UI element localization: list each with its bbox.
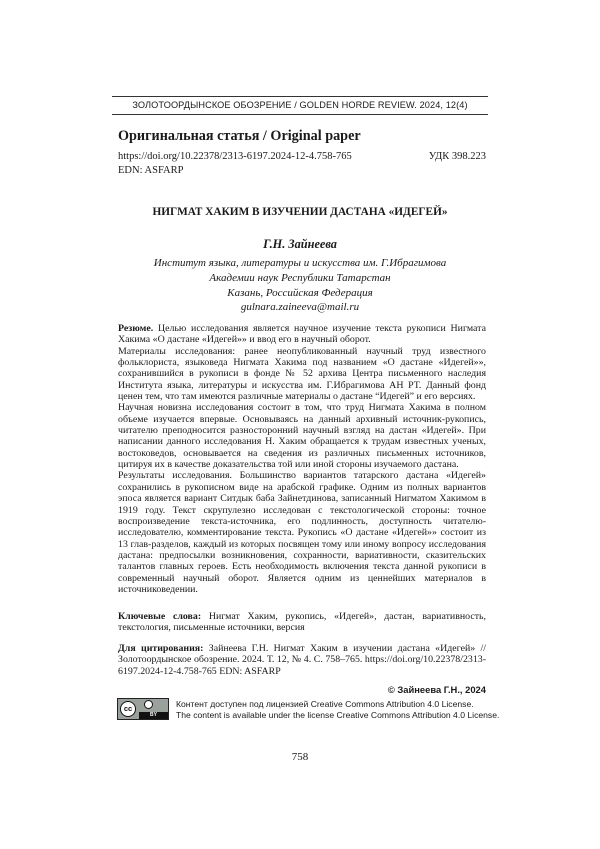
copyright: © Зайнеева Г.Н., 2024 (387, 684, 486, 695)
affiliation-city: Казань, Российская Федерация (227, 286, 373, 299)
udk-code: УДК 398.223 (428, 151, 486, 162)
doi-link[interactable]: https://doi.org/10.22378/2313-6197.2024-12-4.758-765 (118, 151, 352, 162)
author-email[interactable]: gulnara.zaineeva@mail.ru (240, 301, 360, 314)
attribution-person-icon (144, 700, 153, 709)
edn-code: EDN: ASFARP (118, 165, 184, 176)
license-line-ru: Контент доступен под лицензией Creative Commons Attribution 4.0 License. (176, 699, 474, 709)
abstract-paragraph: Материалы исследования: ранее неопубликованный научный труд известного фольклориста, языковеда Нигмата Хакима под названием «О дастане «Идегей»», сохранившийся в рукописи в фонде № 52 архива Центра письменного наследия Института языка, литературы и искусства им. Г.Ибрагимова АН РТ. Данный фонд ценен тем, что там имеются различные материалы о дастане “Идегей” и его версиях. (118, 345, 486, 403)
author-name: Г.Н. Зайнеева (263, 237, 337, 251)
license-line-en: The content is available under the license Creative Commons Attribution 4.0 License. (176, 710, 500, 720)
cc-by-license-icon[interactable] (117, 698, 169, 720)
keywords (118, 611, 486, 634)
keywords-label: Ключевые слова: (118, 611, 202, 622)
article-title: НИГМАТ ХАКИМ В ИЗУЧЕНИИ ДАСТАНА «ИДЕГЕЙ» (152, 206, 448, 218)
abstract (118, 323, 486, 595)
cc-icon: cc (120, 701, 136, 717)
license-text (176, 699, 499, 721)
journal-header: ЗОЛОТООРДЫНСКОЕ ОБОЗРЕНИЕ / GOLDEN HORDE REVIEW. 2024, 12(4) (112, 96, 488, 115)
abstract-paragraph: Научная новизна исследования состоит в том, что труд Нигмата Хакима в полном объеме изучается впервые. Основываясь на данный архивный источник-рукопись, читателю преподносится разносторонний научный взгляд на дастан «Идегей». При написании данного исследования Н. Хаким обращается к трудам известных ученых, востоковедов, основывается на сведения из различных письменных источников, цитируя их в качестве доказательства той или иной стороны изучаемого дастана. (118, 402, 486, 471)
keywords-text: Нигмат Хаким, рукопись, «Идегей», дастан, вариативность, текстология, письменные источники, версия (118, 611, 486, 634)
affiliation-academy: Академии наук Республики Татарстан (209, 271, 391, 284)
citation (118, 643, 486, 677)
section-label: Оригинальная статья / Original paper (118, 128, 361, 144)
doi-line (118, 151, 486, 162)
affiliation-institute: Институт языка, литературы и искусства им. Г.Ибрагимова (153, 257, 447, 269)
abstract-paragraph: Результаты исследования. Большинство вариантов татарского дастана «Идегей» сохранились в рукописном виде на арабской графике. Одним из полных вариантов эпоса является вариант Ситдык баба Зайнетдинова, записанный Нигматом Хакимом в 1919 году. Текст скрупулезно исследован с текстологической стороны: точное воспроизведение текста-источника, его подлинность, доступность читателю-исследователю, комментирование текста. Рукопись «О дастане «Идегей»» состоит из 13 глав-разделов, каждый из которых посвящен тому или иному вопросу исследования дастана: предпосылки возникновения, сохранности, вариативности, сказительских талантов главных героев. Есть необходимость включения текста данной рукописи в современный научный оборот. Является одним из ценнейших материалов в источниковедении. (118, 470, 486, 595)
abstract-label: Резюме. (118, 323, 154, 334)
abstract-paragraph: Резюме. Целью исследования является научное изучение текста рукописи Нигмата Хакима «О дастане «Идегей»» и ввод его в научный оборот. (118, 323, 487, 346)
citation-text: Зайнеева Г.Н. Нигмат Хаким в изучении дастана «Идегей» // Золотоордынское обозрение. 2024. Т. 12, № 4. С. 758–765. https://doi.org/10.22378/2313-6197.2024-12-4.758-765 EDN: ASFARP (118, 643, 487, 677)
page-number: 758 (291, 751, 309, 763)
citation-label: Для цитирования: (118, 643, 204, 654)
by-label: BY (139, 712, 168, 719)
affiliation (112, 256, 488, 315)
